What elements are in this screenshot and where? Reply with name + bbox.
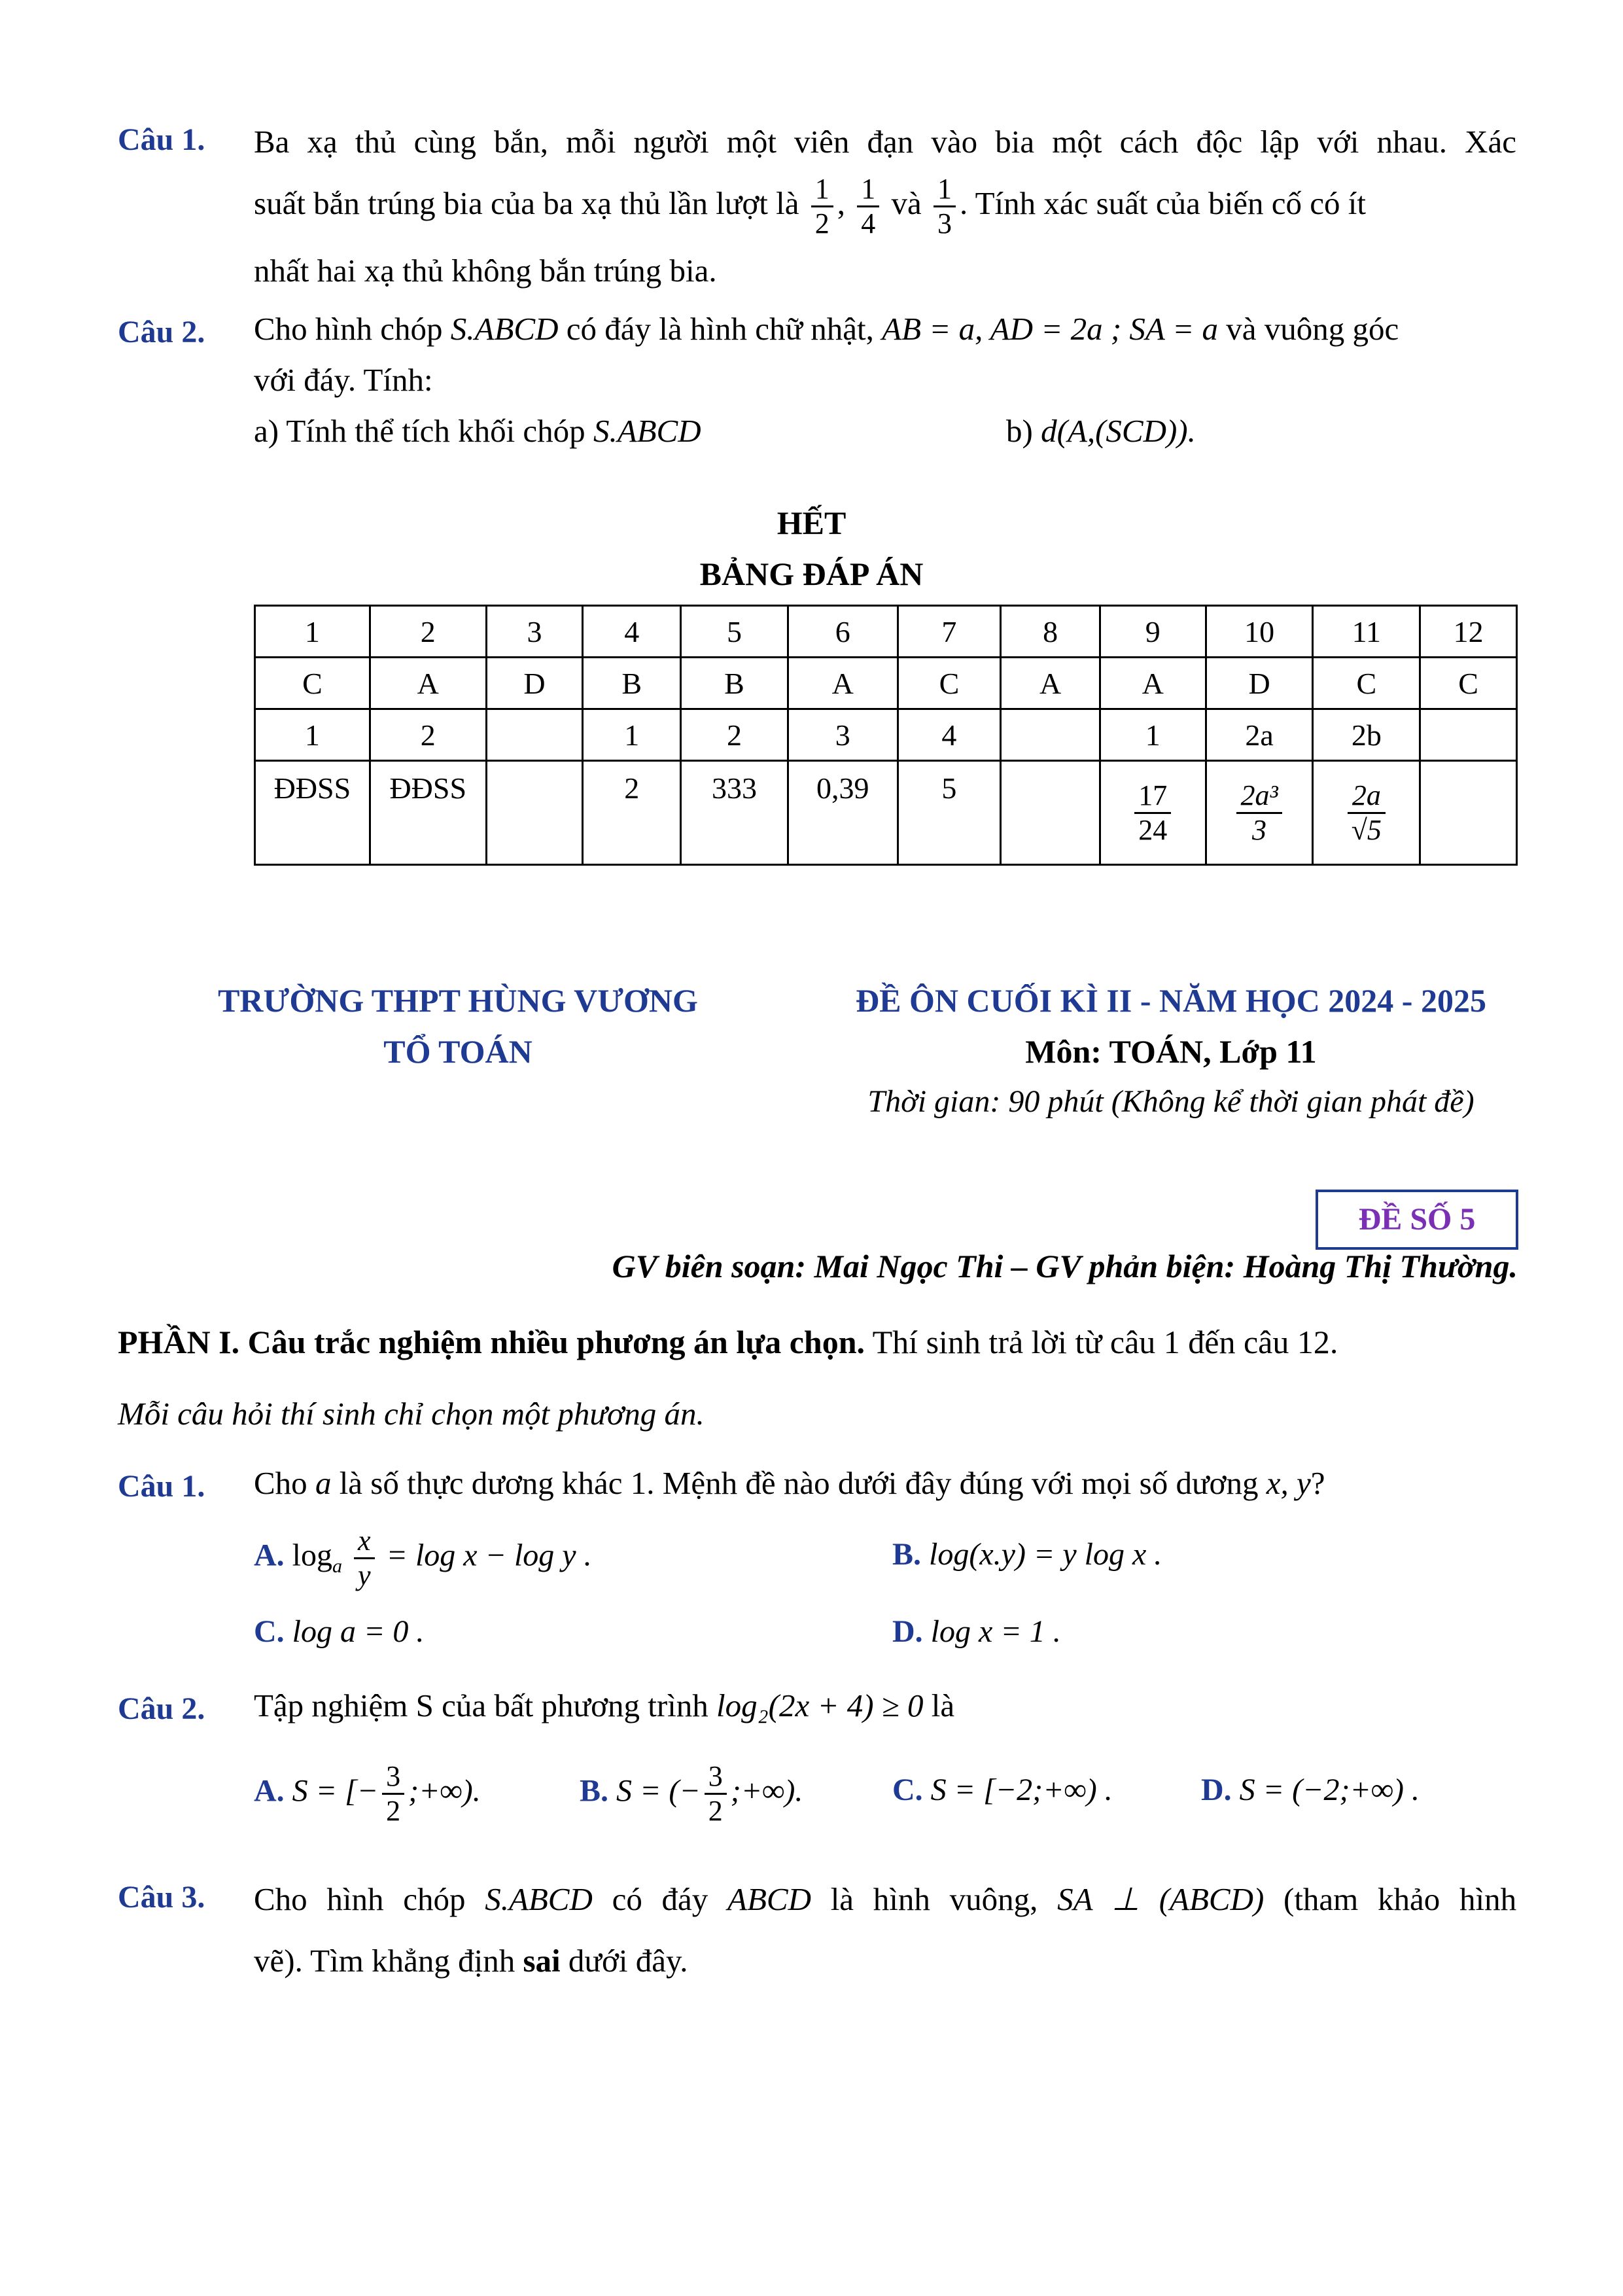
authors-line: GV biên soạn: Mai Ngọc Thi – GV phản biện: Hoàng Thị Thường. [612,1248,1518,1284]
fraction [705,1760,727,1828]
math: S.ABCD [485,1881,593,1917]
math: AB = a, AD = 2a ; SA = a [882,311,1218,347]
table-cell: A [1100,658,1206,709]
table-cell: 3 [486,606,583,658]
table-cell [1001,761,1100,865]
table-cell: A [370,658,486,709]
math: x, y [1266,1465,1311,1501]
math: S = [− [292,1773,379,1809]
math: ABCD [727,1881,811,1917]
fraction [382,1760,404,1828]
text: suất bắn trúng bia của ba xạ thủ lần lượt là [254,185,799,221]
fraction-num: 1 [934,173,956,207]
option-letter: C. [892,1773,923,1807]
exam-subject: Môn: TOÁN, Lớp 11 [1025,1033,1317,1070]
math: S.ABCD [450,311,559,347]
text: . Tính xác suất của biến cố có ít [960,185,1366,221]
table-cell: 5 [681,606,788,658]
table-cell: 2 [370,606,486,658]
end-marker: HẾT [777,504,846,541]
text: Tập nghiệm S của bất phương trình [254,1687,708,1723]
text: , [837,185,846,221]
fraction-num: 2a³ [1236,779,1282,814]
math: log a = 0 . [292,1614,425,1649]
question-line [254,1930,1516,1992]
fraction-num: 1 [857,173,879,207]
question-label: Câu 1. [118,122,205,157]
fraction-den: 2 [386,1795,401,1827]
question-body [254,111,1516,302]
math: log(x.y) = y log x . [929,1537,1162,1572]
math: log₂(2x + 4) ≥ 0 [716,1687,924,1723]
text: dưới đây. [568,1943,688,1979]
option-b[interactable] [580,1760,803,1828]
option-c[interactable] [254,1614,424,1650]
fraction-den: 24 [1138,813,1168,846]
text: và [891,185,922,221]
table-cell: 7 [898,606,1001,658]
exam-code-badge: ĐỀ SỐ 5 [1316,1190,1518,1250]
table-cell: 12 [1420,606,1517,658]
math: ;+∞). [730,1773,803,1809]
table-cell [1001,709,1100,761]
school-name: TRƯỜNG THPT HÙNG VƯƠNG [218,982,698,1019]
fraction-num: x [354,1525,375,1559]
table-cell: C [1420,658,1517,709]
option-letter: A. [254,1773,285,1809]
text: là số thực dương khác 1. Mệnh đề nào dưới đây đúng với mọi số dương [339,1465,1259,1501]
question-line: nhất hai xạ thủ không bắn trúng bia. [254,253,717,289]
answer-title: BẢNG ĐÁP ÁN [699,556,924,592]
question-label: Câu 3. [118,1880,205,1915]
table-cell: 2b [1313,709,1420,761]
question-body [254,304,1516,457]
math: a [315,1465,332,1501]
math: S = (− [616,1773,701,1809]
text: có đáy là hình chữ nhật, [566,311,874,347]
question-line: với đáy. Tính: [254,362,433,398]
fraction [1236,779,1282,847]
fraction-num: 3 [705,1760,727,1795]
department: TỔ TOÁN [383,1033,532,1070]
fraction-den: 2 [814,207,829,240]
table-cell [1100,761,1206,865]
table-cell: 1 [255,709,370,761]
table-cell: D [486,658,583,709]
option-letter: C. [254,1614,285,1649]
option-letter: D. [1201,1773,1232,1807]
part-note: Mỗi câu hỏi thí sinh chỉ chọn một phương án. [118,1396,705,1432]
table-cell: 333 [681,761,788,865]
table-row [255,709,1517,761]
table-cell: 8 [1001,606,1100,658]
math: S = (−2;+∞) . [1239,1773,1420,1807]
table-cell: 2a [1206,709,1313,761]
question-body [254,1680,1516,1731]
question-line: Ba xạ thủ cùng bắn, mỗi người một viên đạn vào bia một cách độc lập với nhau. Xác [254,124,1516,160]
table-row [255,606,1517,658]
math: ;+∞). [408,1773,481,1809]
text: (tham khảo hình [1283,1881,1517,1917]
table-cell: 2 [681,709,788,761]
text: và vuông góc [1226,311,1399,347]
answer-table [254,605,1518,866]
text: b) [1006,413,1033,449]
question-label: Câu 2. [118,1691,205,1726]
option-a[interactable] [254,1760,481,1828]
fraction-num: 1 [811,173,833,207]
fraction [934,173,956,240]
exam-title: ĐỀ ÔN CUỐI KÌ II - NĂM HỌC 2024 - 2025 [856,982,1486,1019]
table-cell: 11 [1313,606,1420,658]
option-letter: B. [892,1537,922,1572]
text: Cho hình chóp [254,311,443,347]
math: log x = 1 . [930,1614,1061,1649]
fraction-den: 3 [937,207,952,240]
question-line [254,173,1516,240]
table-cell: 0,39 [788,761,898,865]
fraction-den: √5 [1351,813,1382,846]
table-cell: 1 [255,606,370,658]
part-title-rest: Thí sinh trả lời từ câu 1 đến câu 12. [865,1324,1338,1360]
table-cell: 2 [370,709,486,761]
table-cell: 4 [898,709,1001,761]
fraction [1134,779,1171,847]
question-body [254,1869,1516,1992]
question-line [254,1869,1516,1930]
part-title-bold: PHẦN I. Câu trắc nghiệm nhiều phương án lựa chọn. [118,1324,865,1360]
part-b [1006,406,1196,457]
text: là hình vuông, [830,1881,1038,1917]
fraction-num: 2a [1348,779,1386,814]
option-letter: B. [580,1773,609,1809]
part-title [118,1323,1518,1361]
text: Cho hình chóp [254,1881,466,1917]
table-cell: C [255,658,370,709]
question-label: Câu 1. [118,1469,205,1504]
table-cell: ĐĐSS [255,761,370,865]
table-cell: 9 [1100,606,1206,658]
text: có đáy [612,1881,708,1917]
math: S = [−2;+∞) . [930,1773,1113,1807]
fraction [857,173,879,240]
question-body [254,1458,1516,1509]
option-c[interactable] [892,1772,1113,1808]
option-d[interactable] [1201,1772,1420,1808]
exam-time: Thời gian: 90 phút (Không kể thời gian phát đề) [867,1084,1475,1119]
option-a[interactable] [254,1525,592,1592]
table-cell [486,709,583,761]
fraction-den: 3 [1252,813,1267,846]
table-cell: A [1001,658,1100,709]
table-cell: 5 [898,761,1001,865]
table-cell: 10 [1206,606,1313,658]
text: Cho [254,1465,307,1501]
fraction [1348,779,1386,847]
table-cell: B [583,658,681,709]
math-sub: a [332,1555,343,1578]
table-cell: C [1313,658,1420,709]
question-line [254,406,1516,457]
table-cell: C [898,658,1001,709]
table-cell [1420,761,1517,865]
option-letter: A. [254,1538,285,1573]
table-cell [1313,761,1420,865]
table-cell: 3 [788,709,898,761]
math: log [292,1538,333,1573]
part-a [254,406,701,457]
option-letter: D. [892,1614,923,1649]
text: là [931,1687,955,1723]
table-cell [1206,761,1313,865]
table-row [255,761,1517,865]
table-cell: 4 [583,606,681,658]
fraction [811,173,833,240]
fraction-num: 3 [382,1760,404,1795]
text: ? [1310,1465,1325,1501]
math: S.ABCD [593,413,701,449]
question-label: Câu 2. [118,315,205,349]
fraction [354,1525,375,1592]
table-cell: A [788,658,898,709]
table-cell: D [1206,658,1313,709]
table-cell [486,761,583,865]
fraction-num: 17 [1134,779,1171,814]
table-cell: 2 [583,761,681,865]
table-cell: 1 [1100,709,1206,761]
fraction-den: 2 [708,1795,723,1827]
fraction-den: 4 [861,207,876,240]
table-cell: ĐĐSS [370,761,486,865]
math: = log x − log y . [386,1538,592,1573]
table-cell: 1 [583,709,681,761]
math: SA ⊥ (ABCD) [1057,1881,1265,1917]
table-row [255,658,1517,709]
math: d(A,(SCD)). [1041,413,1196,449]
table-cell [1420,709,1517,761]
fraction-den: y [358,1559,371,1591]
emphasis: sai [523,1943,561,1979]
table-cell: 6 [788,606,898,658]
option-d[interactable] [892,1614,1061,1650]
table-cell: B [681,658,788,709]
question-line [254,304,1516,355]
option-b[interactable] [892,1536,1162,1572]
text: a) Tính thể tích khối chóp [254,413,585,449]
text: vẽ). Tìm khẳng định [254,1943,515,1979]
